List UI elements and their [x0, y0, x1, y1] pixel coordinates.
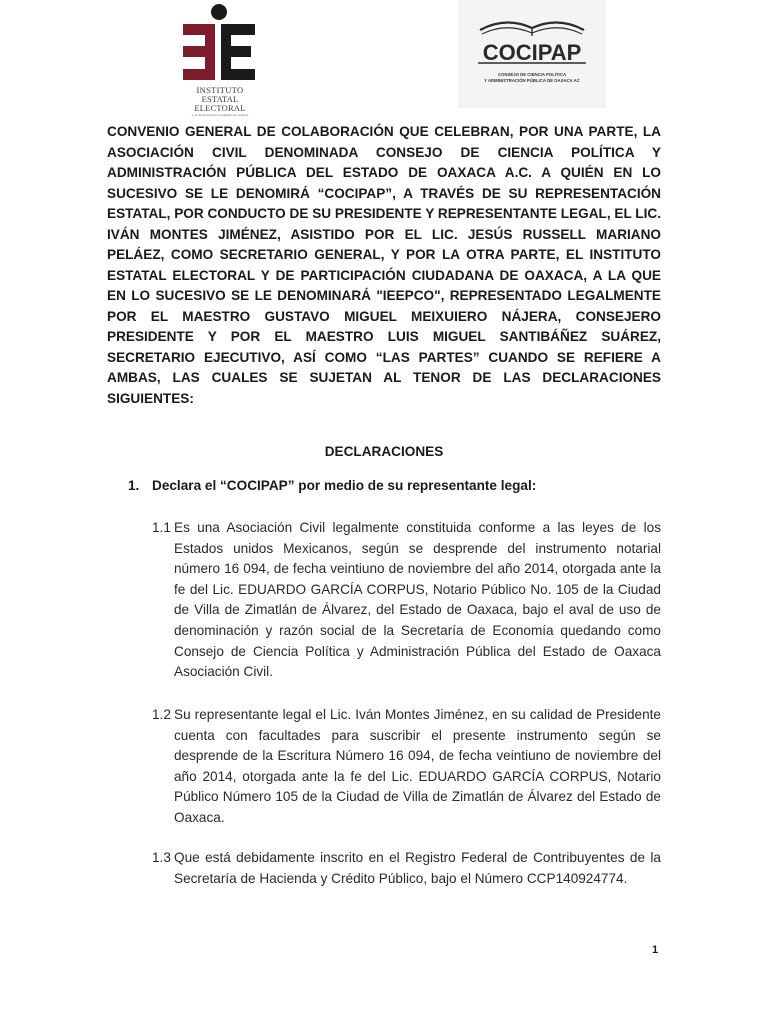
- declaration-number: 1.: [128, 478, 140, 493]
- item-number: 1.1: [152, 520, 171, 535]
- iee-logo-line2: ESTATAL ELECTORAL: [194, 94, 246, 113]
- section-heading: DECLARACIONES: [324, 444, 444, 459]
- page-number: 1: [652, 944, 659, 956]
- item-text: Que está debidamente inscrito en el Registro Federal de Contribuyentes de la Secretaría de Hacienda y Crédito Público, bajo el Número CCP140924774.: [174, 850, 661, 886]
- iee-logo-text: [175, 86, 265, 118]
- iee-emblem-icon: [175, 2, 265, 86]
- cocipap-subtitle: [458, 72, 606, 83]
- declaration-heading: [128, 478, 668, 493]
- declaration-title: Declara el “COCIPAP” por medio de su representante legal:: [152, 478, 537, 493]
- cocipap-logo: [458, 0, 606, 108]
- cocipap-wordmark: COCIPAP: [482, 40, 582, 65]
- item-number: 1.2: [152, 707, 171, 722]
- cocipap-sub-line2: Y ADMINISTRACIÓN PÚBLICA DE OAXACA AC: [484, 77, 580, 83]
- item-text: Es una Asociación Civil legalmente constituida conforme a las leyes de los Estados unidos Mexicanos, según se desprende del instrumento notarial número 16 094, de fecha veintiuno de noviembre del año 2014, otorgada ante la fe del Lic. EDUARDO GARCÍA CORPUS, Notario Público No. 105 de la Ciudad de Villa de Zimatlán de Álvarez, del Estado de Oaxaca, bajo el aval de uso de denominación y razón social de la Secretaría de Economía quedando como Consejo de Ciencia Política y Administración Pública del Estado de Oaxaca Asociación Civil.: [174, 520, 661, 680]
- iee-logo-line3: y de Participación Ciudadana de Oaxaca: [191, 113, 249, 117]
- iee-oaxaca-logo: [175, 2, 265, 117]
- item-text: Su representante legal el Lic. Iván Montes Jiménez, en su calidad de Presidente cuenta con facultades para suscribir el presente instrumento según se desprende de la Escritura Número 16 094, de fecha veintiuno de noviembre del año 2014, otorgada ante la fe del Lic. EDUARDO GARCÍA CORPUS, Notario Público Número 105 de la Ciudad de Villa de Zimatlán de Álvarez del Estado de Oaxaca.: [174, 707, 661, 825]
- cocipap-book-icon: [458, 0, 606, 72]
- declaration-item: [152, 518, 661, 683]
- iee-logo-line1: INSTITUTO: [196, 85, 244, 95]
- agreement-intro-paragraph: CONVENIO GENERAL DE COLABORACIÓN QUE CELEBRAN, POR UNA PARTE, LA ASOCIACIÓN CIVIL DENOMINADA CONSEJO DE CIENCIA POLÍTICA Y ADMINISTRACIÓN PÚBLICA DEL ESTADO DE OAXACA A.C. A QUIÉN EN LO SUCESIVO SE LE DENOMIRÁ “COCIPAP”, A TRAVÉS DE SU REPRESENTACIÓN ESTATAL, POR CONDUCTO DE SU PRESIDENTE Y REPRESENTANTE LEGAL, EL LIC. IVÁN MONTES JIMÉNEZ, ASISTIDO POR EL LIC. JESÚS RUSSELL MARIANO PELÁEZ, COMO SECRETARIO GENERAL, Y POR LA OTRA PARTE, EL INSTITUTO ESTATAL ELECTORAL Y DE PARTICIPACIÓN CIUDADANA DE OAXACA, A LA QUE EN LO SUCESIVO SE LE DENOMINARÁ "IEEPCO", REPRESENTADO LEGALMENTE POR EL MAESTRO GUSTAVO MIGUEL MEIXUIERO NÁJERA, CONSEJERO PRESIDENTE Y POR EL MAESTRO LUIS MIGUEL SANTIBÁÑEZ SUÁREZ, SECRETARIO EJECUTIVO, ASÍ COMO “LAS PARTES” CUANDO SE REFIERE A AMBAS, LAS CUALES SE SUJETAN AL TENOR DE LAS DECLARACIONES SIGUIENTES:: [107, 124, 661, 406]
- item-number: 1.3: [152, 850, 171, 865]
- cocipap-sub-line1: CONSEJO DE CIENCIA POLÍTICA: [497, 72, 567, 77]
- declaration-item: [152, 705, 661, 829]
- declaration-item: [152, 848, 661, 889]
